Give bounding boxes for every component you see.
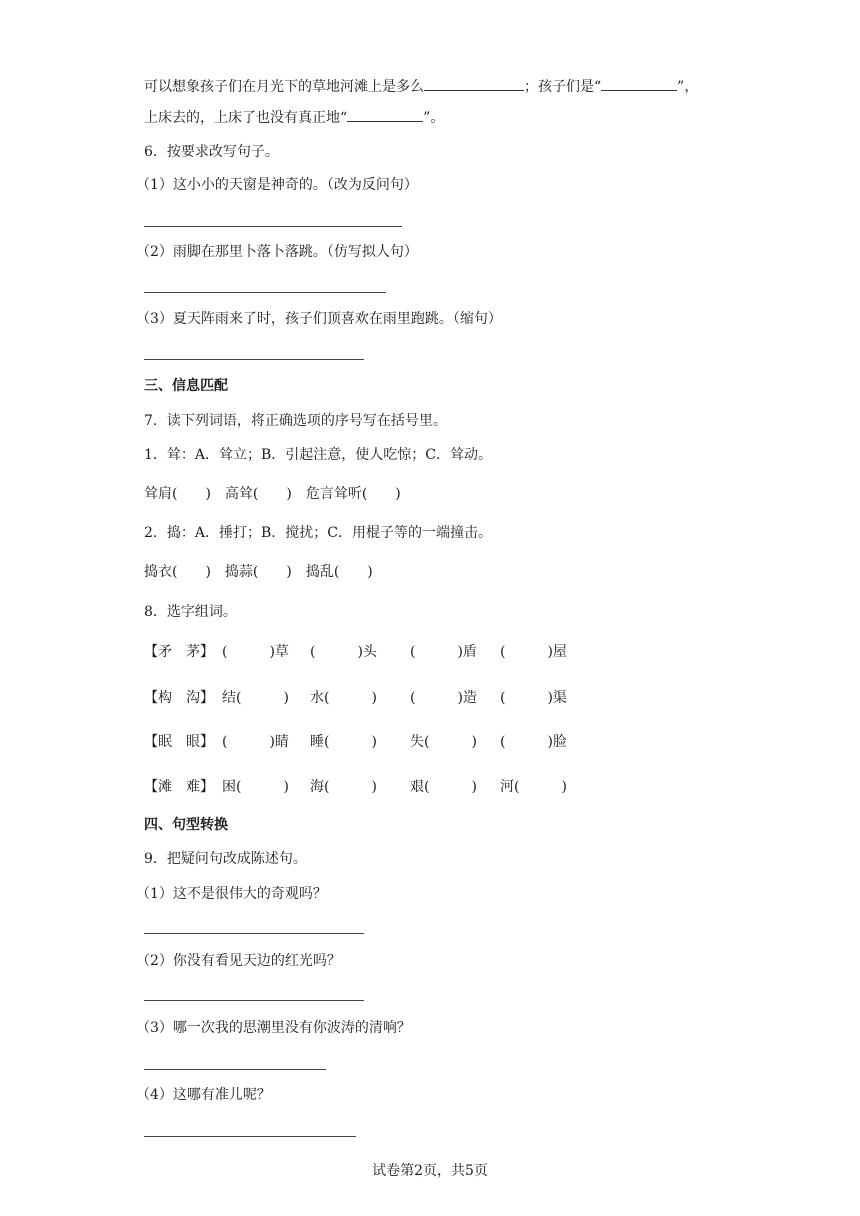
q9-answer-line-2[interactable] xyxy=(144,1000,364,1001)
q8-title: 8．选字组词。 xyxy=(144,604,237,620)
q7-sub1-definitions: 1．耸：A．耸立；B．引起注意，使人吃惊；C．耸动。 xyxy=(144,447,493,463)
q9-item-3: （3）哪一次我的思潮里没有你波涛的清响？ xyxy=(136,1020,411,1036)
q9-item-4: （4）这哪有准儿呢？ xyxy=(136,1087,271,1103)
q5-continuation-line-1: 可以想象孩子们在月光下的草地河滩上是多么 ；孩子们是“ ”， xyxy=(144,76,698,96)
q8-row-1 xyxy=(144,643,704,661)
q9-title: 9．把疑问句改成陈述句。 xyxy=(144,851,307,867)
q7-sub2-words: 捣衣( ) 捣蒜( ) 捣乱( ) xyxy=(144,564,373,580)
q8-cell[interactable]: ( )盾 xyxy=(410,644,477,660)
q8-cell[interactable]: 结( ) xyxy=(222,690,289,706)
q5-blank-1[interactable] xyxy=(424,76,524,91)
q8-char-pair: 【滩 难】 xyxy=(144,779,214,795)
q8-cell[interactable]: 水( ) xyxy=(310,690,377,706)
q8-cell[interactable]: ( )屋 xyxy=(500,644,567,660)
q5-blank-2[interactable] xyxy=(601,76,677,91)
q8-row-2 xyxy=(144,689,704,707)
q6-answer-line-1[interactable] xyxy=(144,226,402,227)
q8-cell[interactable]: 海( ) xyxy=(310,779,377,795)
q8-char-pair: 【眠 眼】 xyxy=(144,734,214,750)
q7-sub2-definitions: 2．捣：A．捶打；B．搅扰；C．用棍子等的一端撞击。 xyxy=(144,525,493,541)
q6-item-3: （3）夏天阵雨来了时，孩子们顶喜欢在雨里跑跳。（缩句） xyxy=(136,311,502,327)
q8-char-pair: 【矛 茅】 xyxy=(144,644,214,660)
q9-answer-line-1[interactable] xyxy=(144,933,364,934)
page-footer: 试卷第2页，共5页 xyxy=(372,1163,488,1179)
q7-title: 7．读下列词语，将正确选项的序号写在括号里。 xyxy=(144,413,447,429)
q7-sub1-words: 耸肩( ) 高耸( ) 危言耸听( ) xyxy=(144,486,401,502)
section-3-heading: 三、信息匹配 xyxy=(144,378,228,394)
q5-continuation-line-2: 上床去的，上床了也没有真正地“ ”。 xyxy=(144,107,444,127)
q8-cell[interactable]: 睡( ) xyxy=(310,734,377,750)
q6-item-2: （2）雨脚在那里卜落卜落跳。（仿写拟人句） xyxy=(136,244,418,260)
section-4-heading: 四、句型转换 xyxy=(144,817,228,833)
q8-cell[interactable]: ( )头 xyxy=(310,644,377,660)
q8-char-pair: 【构 沟】 xyxy=(144,690,214,706)
q9-answer-line-3[interactable] xyxy=(144,1069,326,1070)
q8-cell[interactable]: ( )渠 xyxy=(500,690,567,706)
q6-title: 6．按要求改写句子。 xyxy=(144,144,279,160)
q8-cell[interactable]: ( )草 xyxy=(222,644,289,660)
q9-answer-line-4[interactable] xyxy=(144,1136,356,1137)
q5-blank-3[interactable] xyxy=(347,107,423,122)
q8-cell[interactable]: ( )睛 xyxy=(222,734,289,750)
q9-item-2: （2）你没有看见天边的红光吗？ xyxy=(136,953,341,969)
q8-cell[interactable]: 困( ) xyxy=(222,779,289,795)
q8-cell[interactable]: 失( ) xyxy=(410,734,477,750)
q8-row-3 xyxy=(144,733,704,751)
q8-cell[interactable]: 艰( ) xyxy=(410,779,477,795)
q6-answer-line-3[interactable] xyxy=(144,359,364,360)
q9-item-1: （1）这不是很伟大的奇观吗？ xyxy=(136,886,327,902)
q6-answer-line-2[interactable] xyxy=(144,292,386,293)
q8-cell[interactable]: ( )脸 xyxy=(500,734,567,750)
q8-row-4 xyxy=(144,778,704,796)
q6-item-1: （1）这小小的天窗是神奇的。（改为反问句） xyxy=(136,177,418,193)
q8-cell[interactable]: 河( ) xyxy=(500,779,567,795)
q8-cell[interactable]: ( )造 xyxy=(410,690,477,706)
